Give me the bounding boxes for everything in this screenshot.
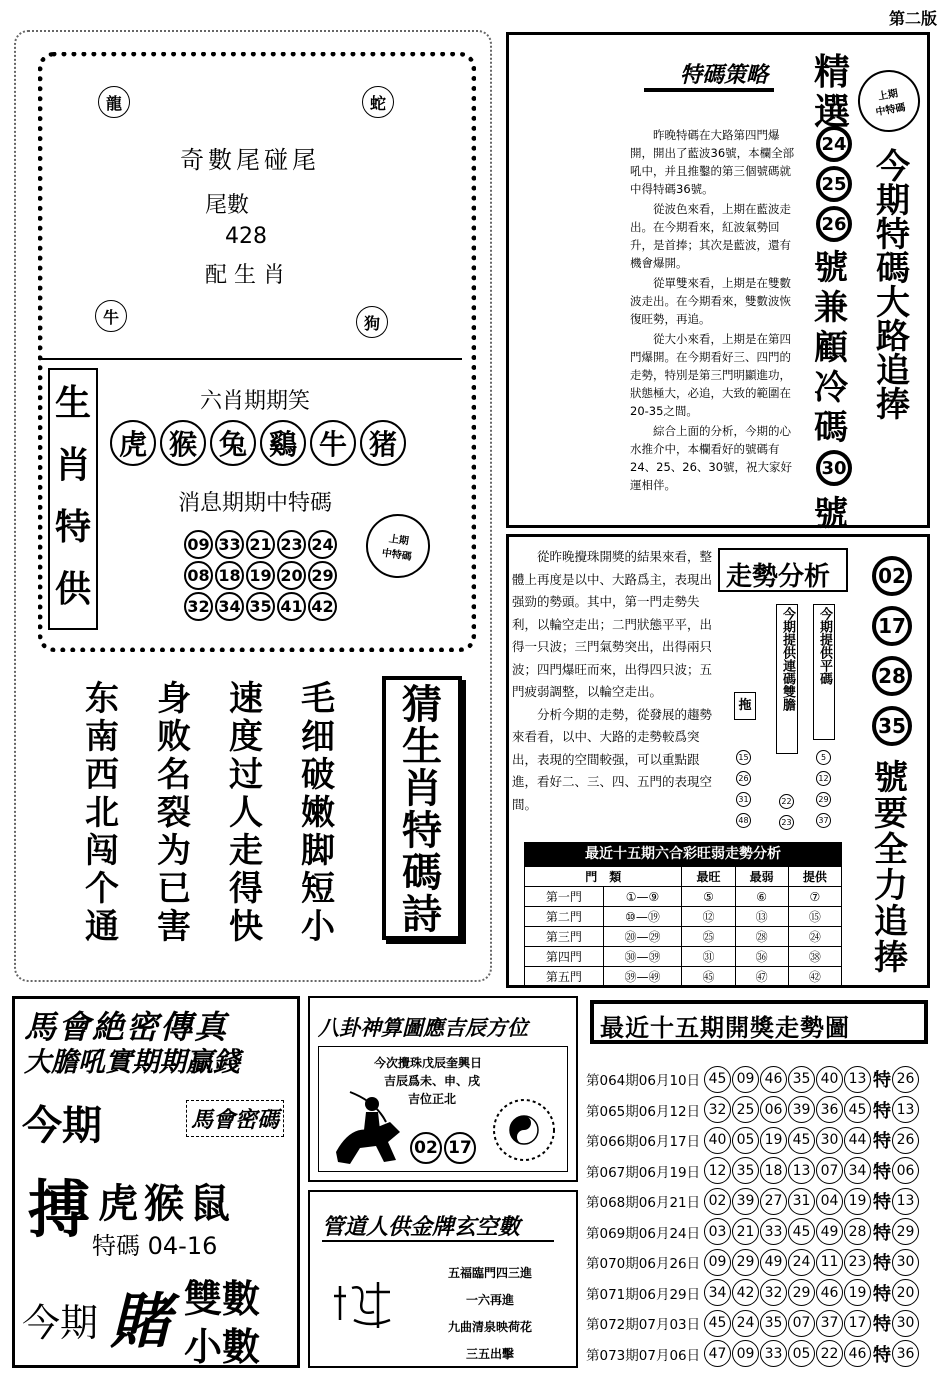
golden-line: 九曲清泉映荷花 [447,1320,532,1334]
table-cell: 第二門 [525,907,604,927]
draw-number: 45 [788,1218,815,1245]
draw-number: 25 [732,1096,759,1123]
draw-number: 30 [816,1127,843,1154]
draw-number: 34 [704,1279,731,1306]
draw-number: 21 [732,1218,759,1245]
strategy-paragraph: 昨晚特碼在大路第四門爆開，開出了藍波36號，本欄全部吼中，并且推鑿的第三個號碼就中得特碼36號。 [630,128,795,196]
draw-number: 24 [732,1310,759,1337]
draw-number: 07 [788,1310,815,1337]
trend-pick-list [872,556,912,746]
draw-number: 45 [704,1066,731,1093]
drag-number: 15 [736,750,751,765]
zodiac-side-char: 供 [54,568,91,610]
draw-number: 39 [732,1188,759,1215]
draw-number: 23 [844,1249,871,1276]
history-label: 第072期07月03日 [586,1317,701,1334]
table-row [525,867,842,887]
history-label: 第064期06月10日 [586,1073,701,1090]
golden-line: 三五出擊 [465,1347,514,1361]
draw-number: 33 [760,1218,787,1245]
draw-number: 22 [816,1340,843,1367]
list-item [586,1278,940,1309]
trend-pick-circle: 35 [872,706,912,746]
number-circle: 34 [215,592,244,621]
number-circle: 09 [184,530,213,559]
fax-option: 雙數 [184,1276,261,1321]
double-number-list [779,794,794,830]
table-cell: ⑩—⑲ [603,907,682,927]
corner-snake: 蛇 [362,86,394,118]
trend-paragraph: 分析今期的走勢，從發展的趨勢來看看，以中、大路的走勢較爲突出，表現的空間較强，可以重點跟進，看好二、三、四、五門的表現空間。 [512,706,713,812]
history-label: 第067期06月19日 [586,1164,701,1181]
draw-number: 32 [704,1096,731,1123]
table-cell: ⑳—㉙ [603,927,682,947]
table-row [525,907,842,927]
special-char: 特 [873,1070,891,1092]
cold-circle: 30 [816,450,852,486]
bagua-line: 今次攪珠戊辰奎興日 [374,1056,483,1070]
strategy-text [630,126,798,494]
draw-number: 06 [760,1096,787,1123]
trend-table-wrap [524,842,842,987]
draw-number: 29 [732,1249,759,1276]
draw-number: 45 [704,1310,731,1337]
list-item [586,1339,940,1370]
special-number: 29 [892,1218,919,1245]
draw-number: 17 [844,1310,871,1337]
golden-title: 管道人供金牌玄空數 [322,1214,521,1240]
draw-number: 04 [816,1188,843,1215]
fax-today: 今期 [22,1103,102,1149]
draw-number: 42 [732,1279,759,1306]
horseman-icon [330,1082,410,1168]
fax-seal: 馬會密碼 [186,1100,284,1137]
number-circle: 33 [215,530,244,559]
flat-number: 12 [816,771,831,786]
signature-icon [330,1276,394,1332]
special-char: 特 [873,1131,891,1153]
special-number: 20 [892,1279,919,1306]
table-cell: ⑬ [735,907,788,927]
corner-ox: 牛 [95,300,127,332]
draw-number: 46 [760,1066,787,1093]
zodiac-subheading: 消息期期中特碼 [178,491,333,516]
table-cell: ㊳ [788,947,841,967]
table-row [525,947,842,967]
table-cell: ㊱ [735,947,788,967]
poem-column: 身 败 名 裂 为 已 害 [157,679,191,947]
list-item [586,1308,940,1339]
number-circle: 08 [184,561,213,590]
draw-number: 49 [760,1249,787,1276]
odd-tail-line3: 配 生 肖 [205,263,285,288]
table-cell: 第五門 [525,967,604,987]
table-cell: ⑫ [682,907,735,927]
flat-number-list [816,750,831,828]
bagua-number: 17 [444,1132,476,1164]
poem-title: 猜 生 肖 特 碼 詩 [402,682,442,938]
draw-number: 40 [816,1066,843,1093]
pick-circle: 25 [816,166,852,202]
flat-number: 5 [816,750,831,765]
table-cell: ㉛ [682,947,735,967]
draw-number: 45 [844,1096,871,1123]
history-title: 最近十五期開獎走勢圖 [600,1014,850,1042]
table-cell: ⑦ [788,887,841,907]
trend-pick-circle: 28 [872,656,912,696]
table-cell: ⑤ [682,887,735,907]
draw-number: 19 [760,1127,787,1154]
stamp-line: 上期 [877,88,899,103]
list-item [586,1095,940,1126]
animal-circle: 牛 [310,420,356,466]
table-cell: ⑥ [735,887,788,907]
special-number: 26 [892,1127,919,1154]
draw-number: 35 [760,1310,787,1337]
draw-number: 09 [704,1249,731,1276]
history-label: 第065期06月12日 [586,1103,701,1120]
drag-number: 48 [736,813,751,828]
fax-today2: 今期 [22,1301,99,1345]
fax-option: 小數 [184,1324,261,1369]
draw-number: 45 [788,1127,815,1154]
special-char: 特 [873,1344,891,1366]
history-label: 第066期06月17日 [586,1134,701,1151]
table-cell: ㊺ [682,967,735,987]
odd-tail-line1: 尾數 [205,193,250,218]
odd-tail-title: 奇數尾碰尾 [180,146,320,174]
draw-number: 32 [760,1279,787,1306]
draw-number: 11 [816,1249,843,1276]
strategy-paragraph: 從單雙來看，上期是在雙數波走出。在今期看來，雙數波恢復旺勢，再追。 [630,276,791,326]
animal-circle: 虎 [110,420,156,466]
special-char: 特 [873,1283,891,1305]
draw-number: 46 [844,1340,871,1367]
bagua-numbers [410,1132,476,1164]
draw-number: 33 [760,1340,787,1367]
draw-number: 47 [704,1340,731,1367]
special-char: 特 [873,1253,891,1275]
bagua-line: 吉辰爲未、申、戌 [384,1074,481,1088]
double-number: 23 [779,815,794,830]
special-number: 30 [892,1249,919,1276]
strategy-logo-underline [644,88,774,92]
special-number: 30 [892,1310,919,1337]
fax-subtitle: 大膽吼實期期贏錢 [24,1047,240,1078]
golden-lines [410,1260,570,1368]
number-circle: 24 [308,530,337,559]
draw-number: 03 [704,1218,731,1245]
special-number: 13 [892,1188,919,1215]
history-label: 第071期06月29日 [586,1286,701,1303]
bagua-diagram-icon [488,1094,560,1166]
number-circle: 32 [184,592,213,621]
table-cell: ⑮ [788,907,841,927]
strategy-paragraph: 從大小來看，上期是在第四門爆開。在今期看好三、四門的走勢，特別是第三門明顯進功，狀態極大，必追，大致的範圍在20-35之間。 [630,332,791,418]
edition-label: 第二版 [888,9,937,28]
draw-number: 29 [788,1279,815,1306]
table-cell: ㊷ [788,967,841,987]
special-char: 特 [873,1314,891,1336]
trend-side-after: 號 要 全 力 追 捧 [874,758,908,978]
drag-number: 26 [736,771,751,786]
draw-number: 09 [732,1066,759,1093]
double-label: 今期提供連碼雙膽 [776,604,798,754]
special-number: 06 [892,1157,919,1184]
fax-animals: 虎猴鼠 [98,1180,236,1227]
poem-column: 东 南 西 北 闯 个 通 [85,679,119,947]
draw-number: 18 [760,1157,787,1184]
bagua-number: 02 [410,1132,442,1164]
number-circle: 41 [277,592,306,621]
zodiac-side-char: 生 [54,382,91,424]
trend-pick-circle: 17 [872,606,912,646]
strategy-pick-list [816,126,852,242]
golden-line: 一六再進 [465,1293,514,1307]
draw-number: 37 [816,1310,843,1337]
trend-table-title: 最近十五期六合彩旺弱走勢分析 [524,842,842,866]
golden-line: 五福臨門四三進 [447,1266,532,1280]
table-header: 最旺 [682,867,735,887]
number-circle: 19 [246,561,275,590]
stamp-line: 中特碼 [381,547,413,563]
drag-number-list [736,750,751,828]
table-cell: ㉔ [788,927,841,947]
draw-number: 35 [788,1066,815,1093]
draw-number: 24 [788,1249,815,1276]
animal-circle: 兔 [210,420,256,466]
draw-number: 39 [788,1096,815,1123]
zodiac-divider [40,358,462,360]
table-cell: 第三門 [525,927,604,947]
special-number: 36 [892,1340,919,1367]
table-cell: ㉚—㊴ [603,947,682,967]
number-circle: 21 [246,530,275,559]
double-number: 22 [779,794,794,809]
zodiac-side-char: 肖 [54,444,91,486]
table-row [525,967,842,987]
zodiac-heading: 六肖期期笑 [200,389,311,414]
special-number: 26 [892,1066,919,1093]
draw-number: 27 [760,1188,787,1215]
draw-number: 46 [816,1279,843,1306]
draw-number: 07 [816,1157,843,1184]
number-circle: 35 [246,592,275,621]
special-char: 特 [873,1100,891,1122]
flat-label: 今期提供平碼 [813,604,835,740]
bagua-line: 吉位正北 [408,1092,457,1106]
special-number: 13 [892,1096,919,1123]
number-circle: 18 [215,561,244,590]
pick-after: 號 兼 顧 冷 碼 [814,248,848,448]
zodiac-side-char: 特 [54,506,91,548]
list-item [586,1247,940,1278]
cold-after: 號 [814,494,848,534]
table-cell: 第一門 [525,887,604,907]
draw-number: 05 [788,1340,815,1367]
pick-circle: 26 [816,206,852,242]
corner-dog: 狗 [356,306,388,338]
fax-title: 馬會絶密傳真 [24,1008,229,1046]
poem-column: 速 度 过 人 走 得 快 [229,679,263,947]
animal-circle: 猪 [360,420,406,466]
number-circle: 20 [277,561,306,590]
trend-pick-circle: 02 [872,556,912,596]
bagua-title: 八卦神算圖應吉辰方位 [318,1015,528,1040]
drag-label: 拖 [734,692,756,720]
table-row [525,927,842,947]
history-label: 第070期06月26日 [586,1256,701,1273]
corner-dragon: 龍 [98,86,130,118]
draw-number: 35 [732,1157,759,1184]
odd-tail-line2: 428 [225,224,267,249]
fax-gamble: 賭 [110,1287,170,1357]
table-header: 門 類 [525,867,682,887]
draw-number: 31 [788,1188,815,1215]
strategy-paragraph: 綜合上面的分析，今期的心水推介中，本欄看好的號碼有24、25、26、30號，祝大家好運相伴。 [630,424,793,492]
list-item [586,1064,940,1095]
special-char: 特 [873,1161,891,1183]
table-cell: ㉘ [735,927,788,947]
history-label: 第073期07月06日 [586,1347,701,1364]
stamp-line: 中特碼 [874,102,907,119]
pick-label: 精 [814,52,851,93]
trend-text [512,546,712,816]
golden-underline [322,1240,554,1242]
draw-number: 49 [816,1218,843,1245]
draw-number: 36 [816,1096,843,1123]
flat-number: 29 [816,792,831,807]
trend-logo: 走勢分析 [726,562,831,592]
pick-circle: 24 [816,126,852,162]
table-cell: ㉕ [682,927,735,947]
table-cell: ㊼ [735,967,788,987]
table-cell: ①—⑨ [603,887,682,907]
history-label: 第069期06月24日 [586,1225,701,1242]
zodiac-animals [110,420,406,466]
list-item [586,1125,940,1156]
flat-number: 37 [816,813,831,828]
list-item [586,1156,940,1187]
special-char: 特 [873,1192,891,1214]
draw-number: 13 [788,1157,815,1184]
table-header: 最弱 [735,867,788,887]
draw-number: 13 [844,1066,871,1093]
table-cell: ㊴—㊾ [603,967,682,987]
draw-number: 02 [704,1188,731,1215]
fax-special: 特碼 04-16 [92,1232,218,1260]
number-circle: 23 [277,530,306,559]
draw-number: 40 [704,1127,731,1154]
history-label: 第068期06月21日 [586,1195,701,1212]
draw-number: 12 [704,1157,731,1184]
number-circle: 42 [308,592,337,621]
strategy-logo: 特碼策略 [680,62,769,88]
trend-table [524,866,842,987]
draw-number: 34 [844,1157,871,1184]
drag-number: 31 [736,792,751,807]
draw-number: 19 [844,1279,871,1306]
animal-circle: 猴 [160,420,206,466]
zodiac-number-grid [184,530,337,621]
number-circle: 29 [308,561,337,590]
animal-circle: 鷄 [260,420,306,466]
pick-label: 選 [814,92,851,133]
stamp-line: 上期 [388,533,410,548]
draw-number: 09 [732,1340,759,1367]
table-cell: 第四門 [525,947,604,967]
fax-bet-char: 搏 [28,1173,91,1246]
list-item [586,1217,940,1248]
strategy-paragraph: 從波色來看，上期在藍波走出。在今期看來，紅波氣勢回升，是首捧；其次是藍波，還有機會爆開。 [630,202,791,270]
draw-number: 05 [732,1127,759,1154]
zodiac-side-title [52,372,94,620]
strategy-headline: 今 期 特 碼 大 路 追 捧 [876,147,910,425]
poem-column: 毛 细 破 嫩 脚 短 小 [301,679,335,947]
special-char: 特 [873,1222,891,1244]
list-item [586,1186,940,1217]
table-row [525,887,842,907]
poem-columns [82,680,338,946]
draw-number: 19 [844,1188,871,1215]
trend-paragraph: 從昨晚攪珠開獎的結果來看，整體上再度是以中、大路爲主，表現出强勁的勢頭。其中，第一門走勢失利，以輪空走出；二門狀態平平，出得一只波；三門氣勢突出，出得兩只波；四門爆旺而來，出得四只波；五門疲弱調整，以輪空走出。 [512,549,713,699]
draw-number: 44 [844,1127,871,1154]
table-header: 提供 [788,867,841,887]
history-list [586,1064,940,1369]
draw-number: 28 [844,1218,871,1245]
